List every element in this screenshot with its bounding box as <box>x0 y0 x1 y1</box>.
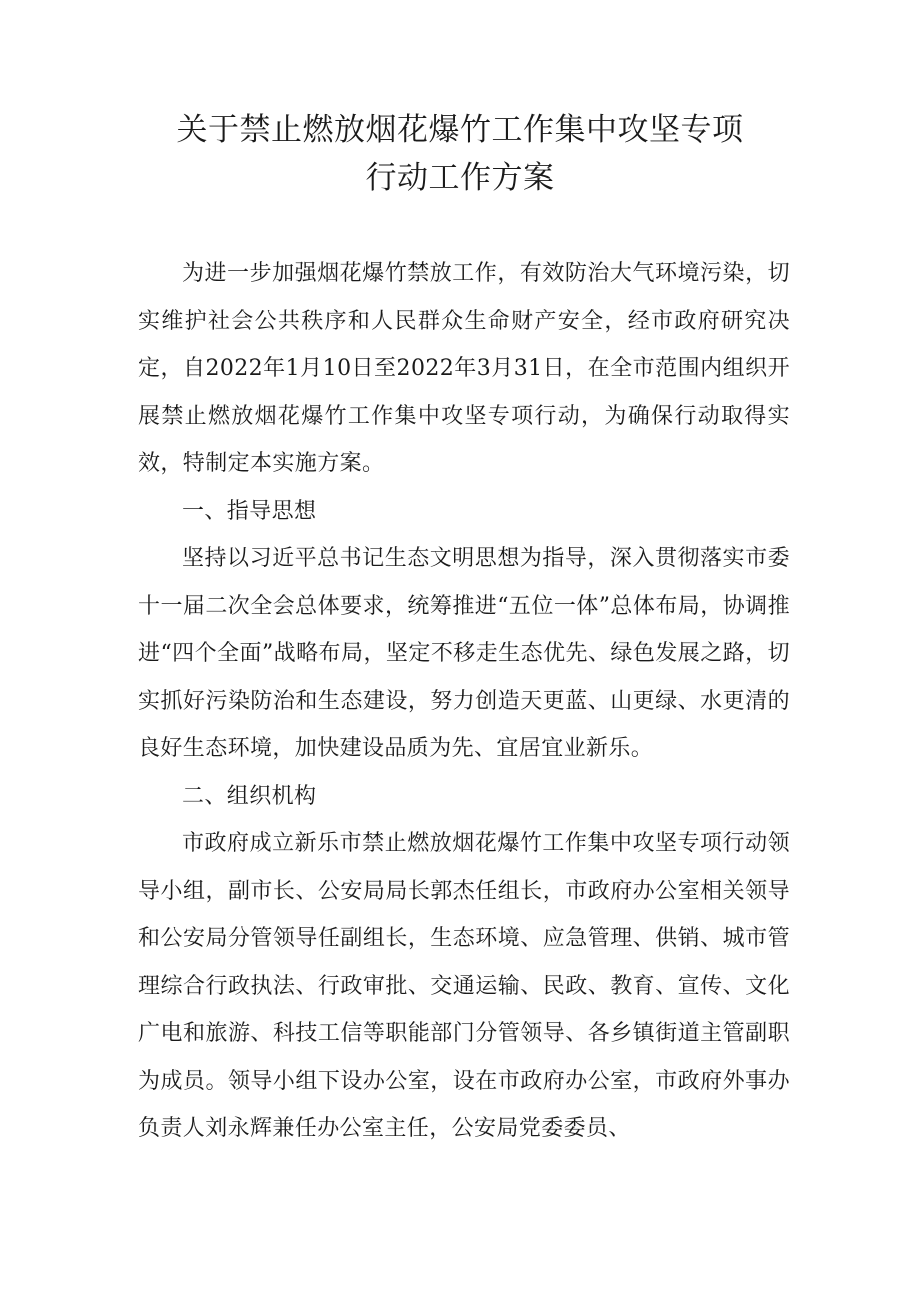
document-title-line-2: 行动工作方案 <box>365 160 555 196</box>
document-body <box>138 250 790 1153</box>
section-1-paragraph: 坚持以习近平总书记生态文明思想为指导，深入贯彻落实市委十一届二次全会总体要求，统筹推进“五位一体”总体布局，协调推进“四个全面”战略布局，坚定不移走生态优先、绿色发展之路，切实抓好污染防治和生态建设，努力创造天更蓝、山更绿、水更清的良好生态环境，加快建设品质为先、宜居宜业新乐。 <box>138 546 790 761</box>
document-title-line-1: 关于禁止燃放烟花爆竹工作集中攻坚专项 <box>176 112 744 148</box>
section-2-paragraph: 市政府成立新乐市禁止燃放烟花爆竹工作集中攻坚专项行动领导小组，副市长、公安局局长郭杰任组长，市政府办公室相关领导和公安局分管领导任副组长，生态环境、应急管理、供销、城市管理综合行政执法、行政审批、交通运输、民政、教育、宣传、文化广电和旅游、科技工信等职能部门分管领导、各乡镇街道主管副职为成员。领导小组下设办公室，设在市政府办公室，市政府外事办负责人刘永辉兼任办公室主任，公安局党委委员、 <box>138 831 790 1141</box>
section-1-heading: 一、指导思想 <box>182 498 317 524</box>
section-2-heading: 二、组织机构 <box>182 783 317 809</box>
intro-paragraph: 为进一步加强烟花爆竹禁放工作，有效防治大气环境污染，切实维护社会公共秩序和人民群众生命财产安全，经市政府研究决定，自2022年1月10日至2022年3月31日，在全市范围内组织开展禁止燃放烟花爆竹工作集中攻坚专项行动，为确保行动取得实效，特制定本实施方案。 <box>138 261 790 476</box>
